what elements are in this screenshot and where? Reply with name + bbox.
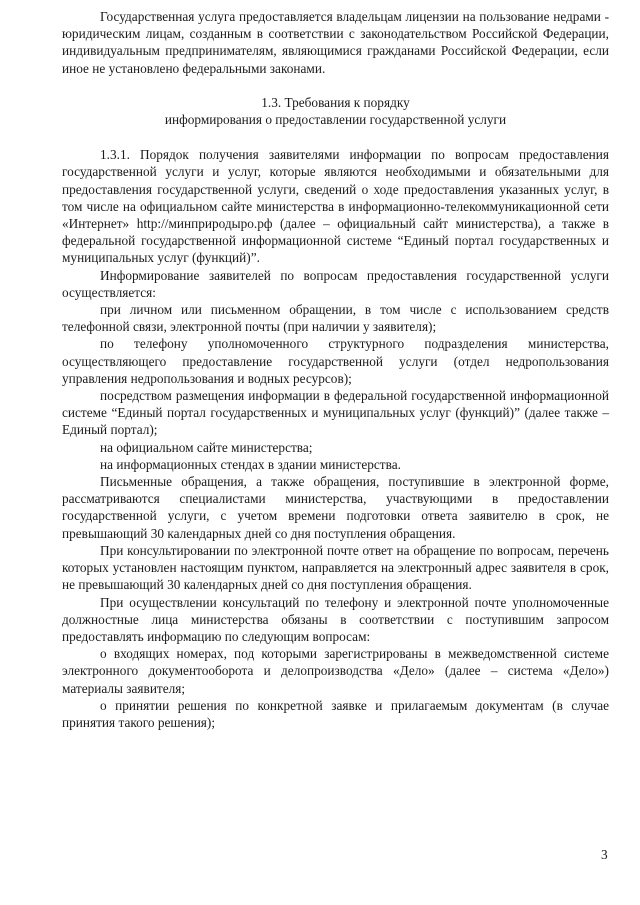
paragraph-phone-email-consulting: При осуществлении консультаций по телефону и электронной почте уполномоченные должностные лица министерства обязаны в соответствии с поступившим запросом предоставлять информацию по следующим вопросам: xyxy=(62,594,609,644)
page-number: 3 xyxy=(601,847,608,862)
paragraph-applicants: Государственная услуга предоставляется владельцам лицензии на пользование недрами - юридическим лицам, созданным в соответствии с законодательством Российской Федерации, индивидуальным предпринимателям, являющимися гражданами Российской Федерации, если иное не установлено федеральными законами. xyxy=(62,9,609,76)
list-item-unified-portal: посредством размещения информации в федеральной государственной информационной системе “Единый портал государственных и муниципальных услуг (функций)” (далее также – Единый портал); xyxy=(62,388,609,438)
list-item-info-stands: на информационных стендах в здании министерства. xyxy=(100,456,401,472)
list-item-phone: по телефону уполномоченного структурного подразделения министерства, осуществляющего предоставление государственной услуги (отдел недропользования управления недропользования и водных ресурсов); xyxy=(62,336,609,386)
section-heading-line-2: информирования о предоставлении государственной услуги xyxy=(164,112,507,128)
list-item-incoming-numbers: о входящих номерах, под которыми зарегистрированы в межведомственной системе электронного документооборота и делопроизводства «Дело» (далее – система «Дело») материалы заявителя; xyxy=(62,646,609,696)
section-heading-line-1: 1.3. Требования к порядку xyxy=(261,94,410,110)
document-body xyxy=(62,8,609,731)
list-item-decision: о принятии решения по конкретной заявке и прилагаемым документам (в случае принятия такого решения); xyxy=(62,697,609,730)
paragraph-email-consulting: При консультировании по электронной почте ответ на обращение по вопросам, перечень которых установлен настоящим пунктом, направляется на электронный адрес заявителя в срок, не превышающий 30 календарных дней со дня поступления обращения. xyxy=(62,542,609,593)
paragraph-1-3-1: 1.3.1. Порядок получения заявителями информации по вопросам предоставления государственной услуги и услуг, которые являются необходимыми и обязательными для предоставления государственной услуги, сведений о ходе предоставления указанных услуг, в том числе на официальном сайте министерства в информационно-телекоммуникационной сети «Интернет» http://минприродыро.рф (далее – официальный сайт министерства), а также в федеральной государственной информационной системе “Единый портал государственных и муниципальных услуг (функций)”. xyxy=(62,147,609,266)
paragraph-written-requests: Письменные обращения, а также обращения, поступившие в электронной форме, рассматриваются специалистами министерства, участвующими в предоставлении государственной услуги, с учетом времени подготовки ответа заявителю в срок, не превышающий 30 календарных дней со дня поступления обращения. xyxy=(62,474,609,541)
paragraph-informing-intro: Информирование заявителей по вопросам предоставления государственной услуги осуществляется: xyxy=(62,267,609,300)
list-item-personal-written: при личном или письменном обращении, в том числе с использованием средств телефонной связи, электронной почты (при наличии у заявителя); xyxy=(62,302,609,335)
list-item-official-site: на официальном сайте министерства; xyxy=(100,439,313,455)
section-heading xyxy=(62,94,609,128)
